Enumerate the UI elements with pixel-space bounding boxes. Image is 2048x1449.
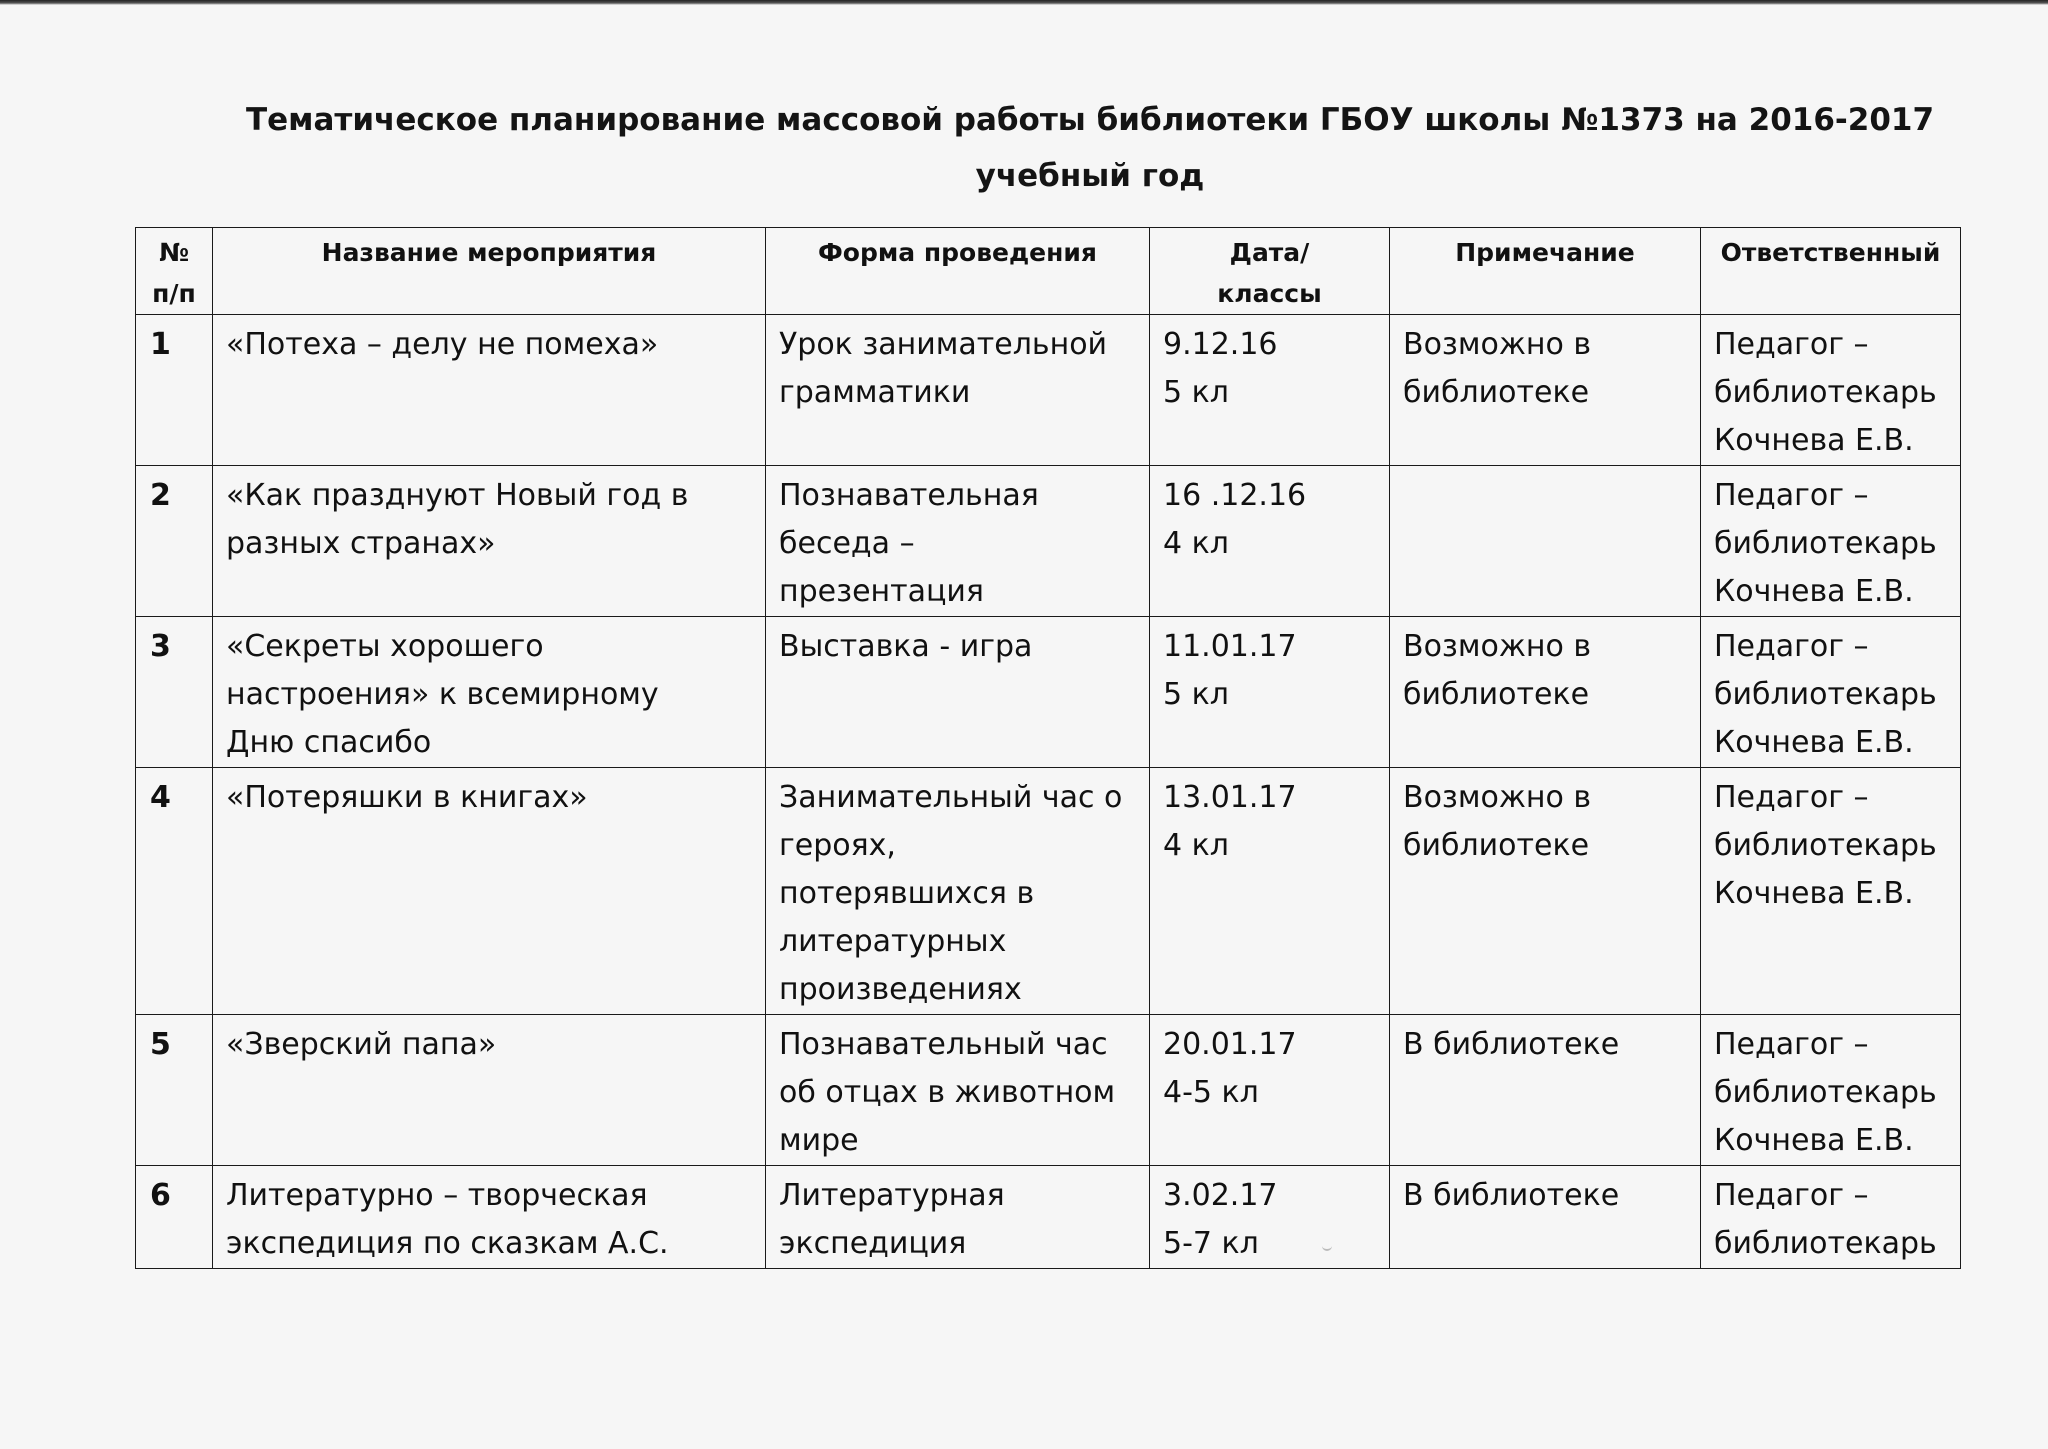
cell-text-line: 20.01.17 [1163, 1027, 1297, 1062]
cell-text-line: Возможно в [1403, 780, 1592, 815]
cell-text-line: Педагог – [1714, 629, 1869, 664]
cell-text-line: Педагог – [1714, 478, 1869, 513]
cell-text-line: «Потеха – делу не помеха» [226, 327, 659, 362]
table-row [136, 1166, 1961, 1269]
cell-text-line: настроения» к всемирному [226, 677, 659, 712]
cell-text-line: Кочнева Е.В. [1714, 725, 1914, 760]
cell-event-name [213, 466, 766, 617]
cell-text-line: Педагог – [1714, 780, 1869, 815]
cell-note [1390, 768, 1701, 1015]
cell-date-classes [1150, 1166, 1390, 1269]
cell-date-classes [1150, 466, 1390, 617]
cell-text-line: «Как празднуют Новый год в [226, 478, 689, 513]
cell-text-line: Кочнева Е.В. [1714, 423, 1914, 458]
cell-text-line: грамматики [779, 375, 971, 410]
scan-top-edge [0, 0, 2048, 5]
cell-event-name [213, 617, 766, 768]
cell-text-line: об отцах в животном [779, 1075, 1116, 1110]
cell-text-line: библиотекарь [1714, 677, 1937, 712]
cell-text-line: 5 кл [1163, 677, 1229, 712]
table-row [136, 1015, 1961, 1166]
document-title-continuation: учебный год [975, 158, 1205, 194]
cell-number: 3 [136, 617, 213, 768]
cell-text-line: Занимательный час о [779, 780, 1123, 815]
table-header-row [136, 228, 1961, 315]
cell-responsible [1701, 315, 1961, 466]
table-row [136, 315, 1961, 466]
cell-note [1390, 617, 1701, 768]
cell-number: 5 [136, 1015, 213, 1166]
cell-text-line: Урок занимательной [779, 327, 1108, 362]
cell-text-line: библиотекарь [1714, 526, 1937, 561]
cell-text-line: Кочнева Е.В. [1714, 876, 1914, 911]
cell-text-line: Литературно – творческая [226, 1178, 648, 1213]
cell-text-line: «Секреты хорошего [226, 629, 544, 664]
cell-event-name [213, 1015, 766, 1166]
cell-text-line: 4 кл [1163, 526, 1229, 561]
cell-text-line: произведениях [779, 972, 1022, 1007]
cell-text-line: 4-5 кл [1163, 1075, 1259, 1110]
cell-text-line: 5 кл [1163, 375, 1229, 410]
cell-text-line: Познавательная [779, 478, 1039, 513]
cell-text-line: Кочнева Е.В. [1714, 1123, 1914, 1158]
cell-text-line: Педагог – [1714, 1178, 1869, 1213]
cell-text-line: презентация [779, 574, 984, 609]
events-table [135, 227, 1961, 1269]
cell-text-line: библиотеке [1403, 375, 1590, 410]
cell-responsible [1701, 768, 1961, 1015]
cell-text-line: Познавательный час [779, 1027, 1108, 1062]
cell-text-line: Литературная [779, 1178, 1005, 1213]
cell-text-line: В библиотеке [1403, 1178, 1620, 1213]
cell-text-line: мире [779, 1123, 859, 1158]
cell-responsible [1701, 466, 1961, 617]
header-event-name: Название мероприятия [213, 228, 766, 315]
document-title: Тематическое планирование массовой работы библиотеки ГБОУ школы №1373 на 2016-2017 [245, 102, 1935, 138]
cell-note [1390, 466, 1701, 617]
cell-form [766, 466, 1150, 617]
cell-responsible [1701, 617, 1961, 768]
cell-text-line: 11.01.17 [1163, 629, 1297, 664]
cell-number: 1 [136, 315, 213, 466]
cell-text-line: «Зверский папа» [226, 1027, 497, 1062]
header-responsible: Ответственный [1701, 228, 1961, 315]
cell-text-line: героях, [779, 828, 896, 863]
cell-text-line: Педагог – [1714, 1027, 1869, 1062]
cell-note [1390, 1015, 1701, 1166]
cell-date-classes [1150, 1015, 1390, 1166]
cell-event-name [213, 1166, 766, 1269]
cell-text-line: 16 .12.16 [1163, 478, 1307, 513]
cell-text-line: 13.01.17 [1163, 780, 1297, 815]
cell-date-classes [1150, 768, 1390, 1015]
header-form: Форма проведения [766, 228, 1150, 315]
cell-text-line: 3.02.17 [1163, 1178, 1278, 1213]
cell-text-line: библиотекарь [1714, 1075, 1937, 1110]
cell-text-line: потерявшихся в [779, 876, 1035, 911]
cell-text-line: Дню спасибо [226, 725, 432, 760]
cell-text-line: экспедиция по сказкам А.С. [226, 1226, 669, 1261]
cell-text-line: разных странах» [226, 526, 496, 561]
cell-responsible [1701, 1015, 1961, 1166]
cell-text-line: библиотекарь [1714, 375, 1937, 410]
cell-text-line: беседа – [779, 526, 915, 561]
cell-text-line: Возможно в [1403, 629, 1592, 664]
cell-event-name [213, 315, 766, 466]
table-row [136, 768, 1961, 1015]
cell-number: 6 [136, 1166, 213, 1269]
header-date-classes: Дата/ классы [1150, 228, 1390, 315]
cell-text-line: библиотекарь [1714, 828, 1937, 863]
cell-text-line: 9.12.16 [1163, 327, 1278, 362]
cell-responsible [1701, 1166, 1961, 1269]
cell-form [766, 1015, 1150, 1166]
cell-text-line: библиотекарь [1714, 1226, 1937, 1261]
cell-text-line: литературных [779, 924, 1007, 959]
cell-form [766, 768, 1150, 1015]
cell-note [1390, 315, 1701, 466]
cell-form [766, 617, 1150, 768]
cell-text-line: 4 кл [1163, 828, 1229, 863]
cell-text-line: Педагог – [1714, 327, 1869, 362]
cell-text-line: Возможно в [1403, 327, 1592, 362]
cell-text-line: библиотеке [1403, 677, 1590, 712]
table-row [136, 466, 1961, 617]
cell-text-line: экспедиция [779, 1226, 967, 1261]
cell-number: 4 [136, 768, 213, 1015]
cell-number: 2 [136, 466, 213, 617]
cell-note [1390, 1166, 1701, 1269]
cell-text-line: Выставка - игра [779, 629, 1033, 664]
header-number: № п/п [136, 228, 213, 315]
cell-date-classes [1150, 617, 1390, 768]
cell-text-line: «Потеряшки в книгах» [226, 780, 588, 815]
cell-form [766, 1166, 1150, 1269]
cell-text-line: Кочнева Е.В. [1714, 574, 1914, 609]
header-note: Примечание [1390, 228, 1701, 315]
cell-text-line: 5-7 кл [1163, 1226, 1259, 1261]
table-body [136, 315, 1961, 1269]
table-row [136, 617, 1961, 768]
cell-text-line: В библиотеке [1403, 1027, 1620, 1062]
cell-form [766, 315, 1150, 466]
cell-event-name [213, 768, 766, 1015]
cell-text-line: библиотеке [1403, 828, 1590, 863]
cell-date-classes [1150, 315, 1390, 466]
